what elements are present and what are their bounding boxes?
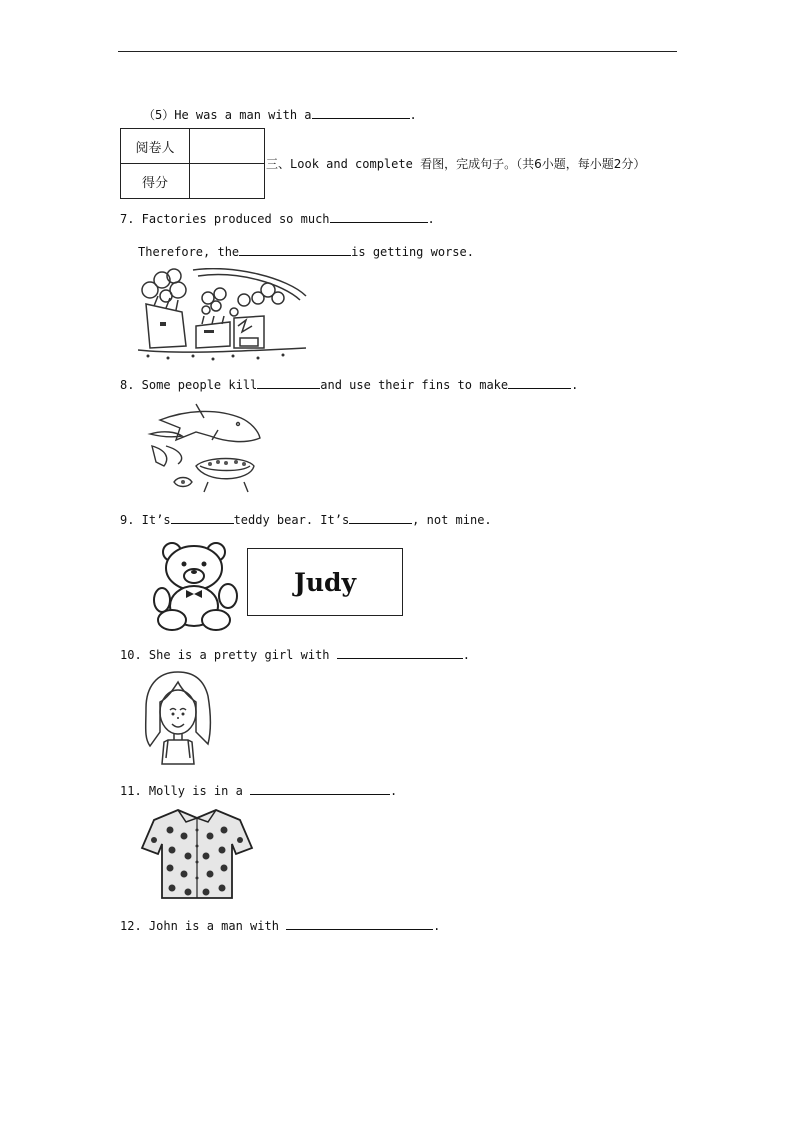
question-5 (143, 106, 417, 122)
q7-text-2: Therefore, the (138, 245, 240, 259)
reviewer-label: 阅卷人 (121, 129, 190, 164)
q9-blank-2[interactable] (349, 511, 412, 524)
question-7-line-2 (138, 243, 474, 259)
name-card-text: Judy (293, 567, 356, 597)
q10-blank[interactable] (337, 646, 463, 659)
girl-long-hair-icon (138, 668, 218, 766)
question-9 (120, 511, 492, 527)
q8-text: 8. Some people kill (120, 378, 258, 392)
q9-blank-1[interactable] (171, 511, 234, 524)
q5-blank[interactable] (312, 106, 410, 119)
reviewer-cell[interactable] (190, 129, 265, 164)
section-heading (266, 155, 645, 172)
q7-suffix: . (427, 212, 435, 226)
question-8 (120, 376, 578, 392)
q10-text: 10. She is a pretty girl with (120, 648, 337, 662)
score-cell[interactable] (190, 164, 265, 199)
shark-fin-soup-icon (146, 400, 266, 496)
q8-blank-1[interactable] (257, 376, 320, 389)
q9-suffix: , not mine. (412, 513, 492, 527)
q7-suffix-2: is getting worse. (351, 245, 474, 259)
q11-blank[interactable] (250, 782, 390, 795)
teddy-bear-icon (150, 540, 242, 632)
q5-suffix: . (409, 108, 417, 122)
name-card (247, 548, 403, 616)
question-10 (120, 646, 470, 662)
score-label: 得分 (121, 164, 190, 199)
question-12 (120, 917, 440, 933)
q7-text: 7. Factories produced so much (120, 212, 330, 226)
q11-suffix: . (390, 784, 398, 798)
question-11 (120, 782, 397, 798)
q8-blank-2[interactable] (508, 376, 571, 389)
factory-pollution-icon (138, 268, 308, 364)
question-7-line-1 (120, 210, 435, 226)
q12-text: 12. John is a man with (120, 919, 287, 933)
q10-suffix: . (462, 648, 470, 662)
header-rule (118, 51, 677, 52)
q7-blank-1[interactable] (330, 210, 428, 223)
q9-text: 9. It’s (120, 513, 171, 527)
q11-text: 11. Molly is in a (120, 784, 251, 798)
section-title-cn: 看图，完成句子。（共6小题，每小题2分） (420, 157, 646, 171)
q7-blank-2[interactable] (239, 243, 351, 256)
score-table (120, 128, 265, 199)
q8-suffix: . (571, 378, 579, 392)
q12-blank[interactable] (286, 917, 433, 930)
section-number: 三、 (266, 157, 291, 171)
polka-dot-blouse-icon (140, 806, 254, 902)
q5-text: （5）He was a man with a (143, 108, 312, 122)
q9-middle: teddy bear. It’s (233, 513, 350, 527)
q8-middle: and use their fins to make (320, 378, 509, 392)
q12-suffix: . (433, 919, 441, 933)
section-title-en: Look and complete (290, 157, 421, 171)
